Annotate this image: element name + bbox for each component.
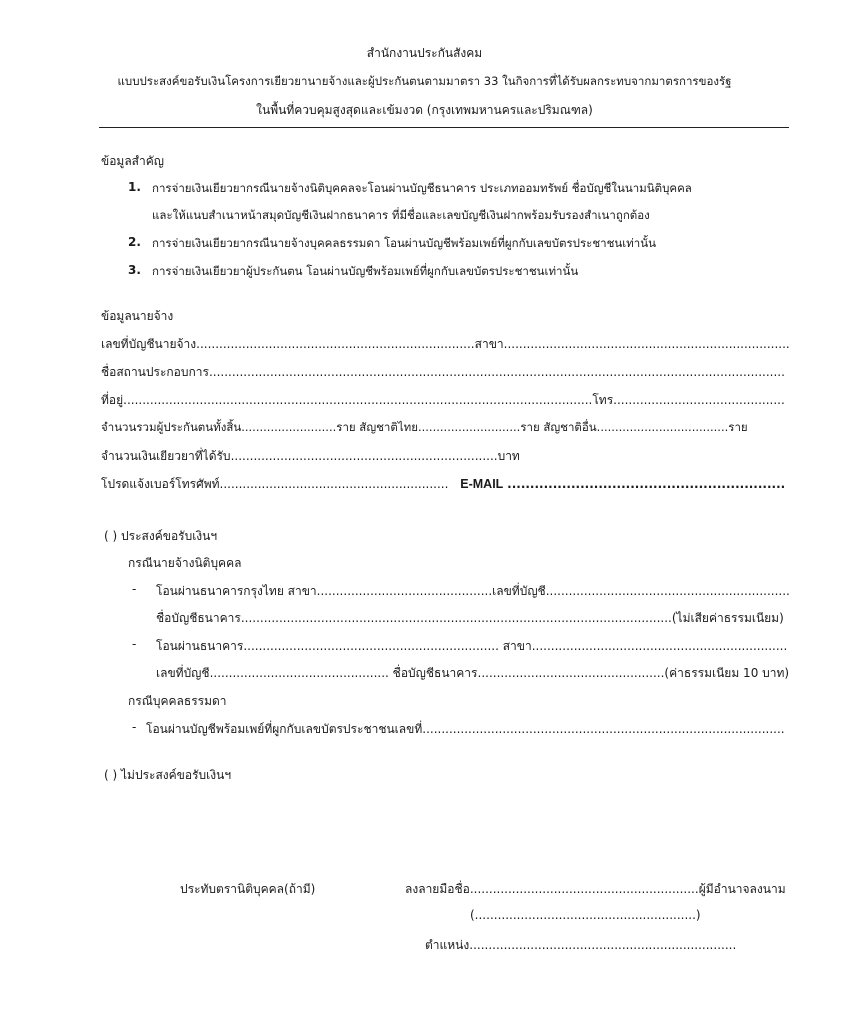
form-title: แบบประสงค์ขอรับเงินโครงการเยียวยานายจ้างและผู้ประกันตนตามมาตรา 33 ในกิจการที่ได้รับผลกระทบจากมาตรการของรัฐ [117,74,732,88]
item-number: 1. [128,180,141,194]
amount-label: จำนวนเงินเยียวยาที่ได้รับ [101,449,231,463]
signature-label: ลงลายมือชื่อ [405,882,470,896]
position-field[interactable]: ...................................................................... [469,938,737,952]
ktb-branch-field[interactable]: .............................................. [316,584,493,598]
other-fee-note: (ค่าธรรมเนียม 10 บาท) [664,666,790,680]
position-row [425,936,736,955]
important-heading: ข้อมูลสำคัญ [101,154,164,168]
item-number: 2. [128,235,141,249]
amount-row [101,447,520,466]
ktb-branch-label: โอนผ่านธนาคารกรุงไทย สาขา [156,584,317,598]
important-item-1-line-1: การจ่ายเงินเยียวยากรณีนายจ้างนิติบุคคลจะโอนผ่านบัญชีธนาคาร ประเภทออมทรัพย์ ชื่อบัญชีในนามนิติบุคคล [152,181,692,195]
other-account-name-label: ชื่อบัญชีธนาคาร [392,666,478,680]
account-no-field[interactable]: ......................................................................... [196,337,475,351]
ktb-account-name-label: ชื่อบัญชีธนาคาร [156,611,241,625]
juristic-heading: กรณีนายจ้างนิติบุคคล [128,556,242,570]
company-stamp-label: ประทับตรานิติบุคคล(ถ้ามี) [180,882,316,896]
promptpay-label: โอนผ่านบัญชีพร้อมเพย์ที่ผูกกับเลขบัตรประชาชนเลขที่ [146,722,423,736]
promptpay-field[interactable]: ............................................................................................... [422,722,785,736]
promptpay-row [146,720,785,739]
header-divider [99,127,789,128]
important-item-1-line-2: และให้แนบสำเนาหน้าสมุดบัญชีเงินฝากธนาคาร ที่มีชื่อและเลขบัญชีเงินฝากพร้อมรับรองสำเนาถูกต้อง [152,208,650,222]
not-want-label: ไม่ประสงค์ขอรับเงินฯ [121,768,232,782]
phone-field[interactable]: ............................................. [613,393,785,407]
other-bank-field[interactable]: ................................................................... [243,639,499,653]
other-bank-label: โอนผ่านธนาคาร [156,639,244,653]
want-option [104,527,217,546]
insured-count-row [101,419,748,437]
ktb-row [156,582,790,601]
total-insured-field[interactable]: .......................... [241,420,337,434]
dash-bullet: - [132,582,137,596]
ktb-fee-note: (ไม่เสียค่าธรรมเนียม) [671,611,784,625]
unit-person: ราย [728,420,748,434]
unit-person: ราย [520,420,540,434]
phone-notify-label: โปรดแจ้งเบอร์โทรศัพท์ [101,477,220,491]
total-insured-label: จำนวนรวมผู้ประกันตนทั้งสิ้น [101,420,242,434]
other-nationality-label: สัญชาติอื่น [543,420,597,434]
address-label: ที่อยู่ [101,393,124,407]
branch-field[interactable]: ........................................................................... [503,337,790,351]
other-branch-field[interactable]: ................................................................... [531,639,788,653]
ktb-name-row [156,609,784,628]
phone-notify-field[interactable]: ............................................................ [219,477,449,491]
other-bank-row [156,637,787,656]
important-item-3: การจ่ายเงินเยียวยาผู้ประกันตน โอนผ่านบัญชีพร้อมเพย์ที่ผูกกับเลขบัตรประชาชนเท่านั้น [152,264,579,278]
other-account-row [156,664,789,683]
thai-field[interactable]: ............................ [417,420,521,434]
business-row [101,363,785,382]
address-field[interactable]: ........................................................................................................................... [123,393,593,407]
other-branch-label: สาขา [502,639,532,653]
thai-label: สัญชาติไทย [359,420,418,434]
business-name-field[interactable]: ....................................................................................................................................................... [208,365,785,379]
signature-field[interactable]: ............................................................ [469,882,699,896]
authorized-signatory-label: ผู้มีอำนาจลงนาม [698,882,786,896]
other-account-field[interactable]: ............................................... [209,666,389,680]
person-heading: กรณีบุคคลธรรมดา [128,694,227,708]
org-name: สำนักงานประกันสังคม [366,46,483,60]
ktb-account-name-field[interactable]: ................................................................................................................. [240,611,672,625]
employer-account-row [101,335,790,354]
item-number: 3. [128,263,141,277]
not-want-checkbox[interactable]: ( ) [104,768,118,782]
contact-row [101,475,785,494]
not-want-option [104,766,231,785]
amount-field[interactable]: ...................................................................... [230,449,498,463]
ktb-account-label: เลขที่บัญชี [492,584,546,598]
other-account-name-field[interactable]: ................................................. [477,666,665,680]
phone-label: โทร [592,393,614,407]
address-row [101,391,785,410]
unit-person: ราย [336,420,356,434]
dash-bullet: - [132,720,137,734]
baht-label: บาท [497,449,520,463]
dash-bullet: - [132,637,137,651]
other-account-label: เลขที่บัญชี [156,666,210,680]
employer-heading: ข้อมูลนายจ้าง [101,309,174,323]
want-checkbox[interactable]: ( ) [104,529,118,543]
form-subtitle: ในพื้นที่ควบคุมสูงสุดและเข้มงวด (กรุงเทพมหานครและปริมณฑล) [256,103,593,117]
business-name-label: ชื่อสถานประกอบการ [101,365,209,379]
branch-label: สาขา [474,337,504,351]
want-label: ประสงค์ขอรับเงินฯ [121,529,218,543]
signer-name-field[interactable]: (..........................................................) [470,908,701,922]
email-label: E-MAIL [460,477,504,491]
ktb-account-field[interactable]: ................................................................ [545,584,790,598]
signature-row [405,880,786,899]
account-no-label: เลขที่บัญชีนายจ้าง [101,337,197,351]
other-nationality-field[interactable]: .................................... [596,420,729,434]
important-item-2: การจ่ายเงินเยียวยากรณีนายจ้างบุคคลธรรมดา โอนผ่านบัญชีพร้อมเพย์ที่ผูกกับเลขบัตรประชาชนเท่านั้น [152,236,656,250]
email-field[interactable]: ............................................................. [507,477,786,491]
position-label: ตำแหน่ง [425,938,470,952]
